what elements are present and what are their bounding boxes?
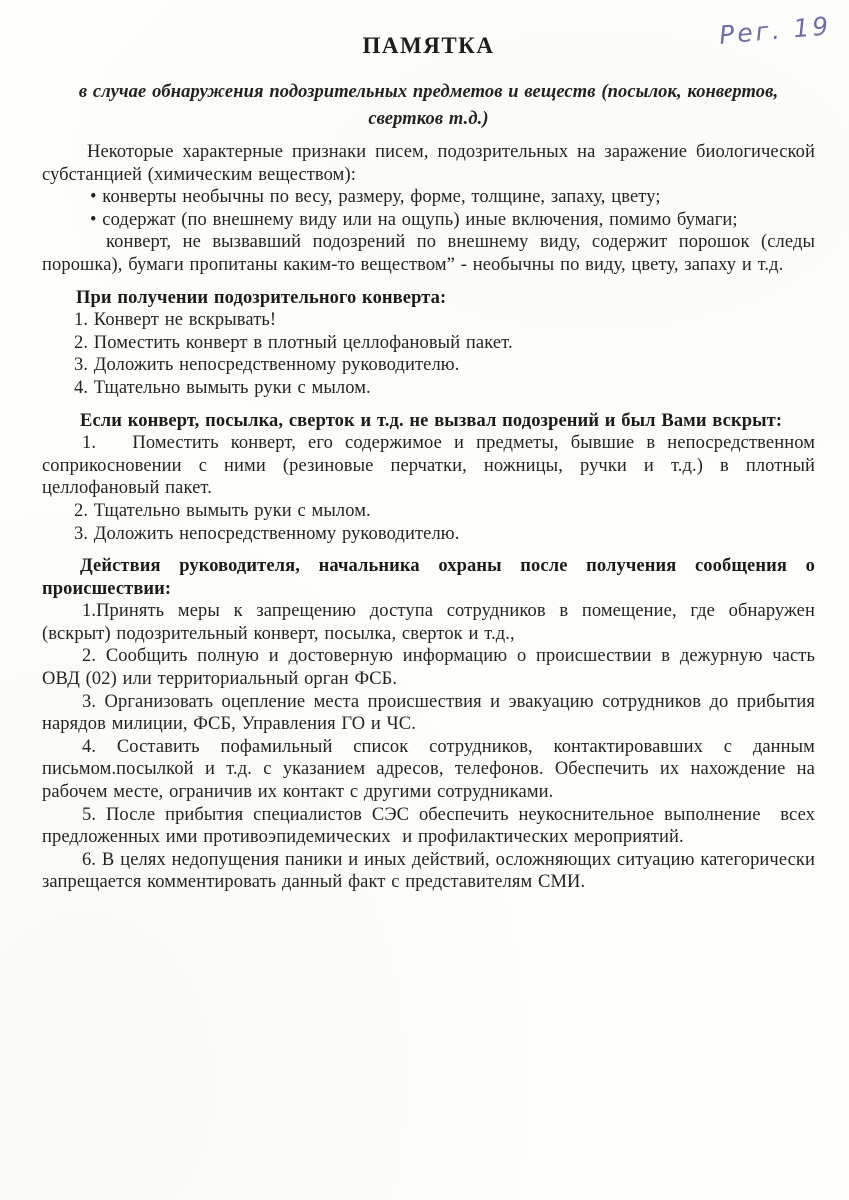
document-title: ПАМЯТКА [362, 33, 495, 58]
list-item: 1. Конверт не вскрывать! [74, 310, 277, 331]
intro-paragraph-powder: конверт, не вызвавший подозрений по внешнему виду, содержит порошок (следы порошка), бумаги пропитаны каким-то веществом” - необычны по виду, цвету, запаху и т.д. [42, 232, 815, 275]
document-subtitle [42, 79, 815, 133]
subtitle-line-1: в случае обнаружения подозрительных предметов и веществ (посылок, конвертов, [78, 82, 779, 102]
list-item: 2. Тщательно вымыть руки с мылом. [74, 500, 371, 521]
list-item: 4. Тщательно вымыть руки с мылом. [74, 377, 371, 398]
subtitle-line-2: свертков т.д.) [368, 109, 489, 129]
section-heading-opened: Если конверт, посылка, сверток и т.д. не вызвал подозрений и был Вами вскрыт: [80, 410, 783, 431]
intro-bullet-item: • содержат (по внешнему виду или на ощупь) иные включения, помимо бумаги; [90, 209, 738, 230]
handwritten-registration-note: Рег. 19 [717, 11, 833, 50]
list-item: 5. После прибытия специалистов СЭС обеспечить неукоснительное выполнение всех предложенных ими противоэпидемических и профилактических мероприятий. [42, 804, 815, 848]
list-item: 4. Составить пофамильный список сотрудников, контактировавших с данным письмом.посылкой и т.д. с указанием адресов, телефонов. Обеспечить их нахождение на рабочем месте, ограничив их контакт с другими сотрудниками. [42, 736, 815, 803]
section-heading-received: При получении подозрительного конверта: [76, 287, 447, 308]
list-item: 1. Поместить конверт, его содержимое и предметы, бывшие в непосредственном соприкосновении с ними (резиновые перчатки, ножницы, ручки и т.д.) в плотный целлофановый пакет. [42, 433, 815, 499]
list-item: 3. Доложить непосредственному руководителю. [74, 355, 460, 376]
intro-bullet-item: • конверты необычны по весу, размеру, форме, толщине, запаху, цвету; [90, 187, 661, 208]
list-item: 2. Поместить конверт в плотный целлофановый пакет. [74, 332, 513, 353]
list-item: 3. Доложить непосредственному руководителю. [74, 523, 460, 544]
intro-paragraph: Некоторые характерные признаки писем, подозрительных на заражение биологической субстанцией (химическим веществом): [42, 142, 815, 185]
list-item: 2. Сообщить полную и достоверную информацию о происшествии в дежурную часть ОВД (02) или территориальный орган ФСБ. [42, 646, 815, 690]
section-heading-manager: Действия руководителя, начальника охраны после получения сообщения о происшествии: [42, 556, 815, 599]
list-item: 1.Принять меры к запрещению доступа сотрудников в помещение, где обнаружен (вскрыт) подозрительный конверт, посылка, сверток и т.д., [42, 601, 815, 644]
list-item: 6. В целях недопущения паники и иных действий, осложняющих ситуацию категорически запрещается комментировать данный факт с представителям СМИ. [42, 849, 815, 893]
list-item: 3. Организовать оцепление места происшествия и эвакуацию сотрудников до прибытия нарядов милиции, ФСБ, Управления ГО и ЧС. [42, 691, 815, 735]
